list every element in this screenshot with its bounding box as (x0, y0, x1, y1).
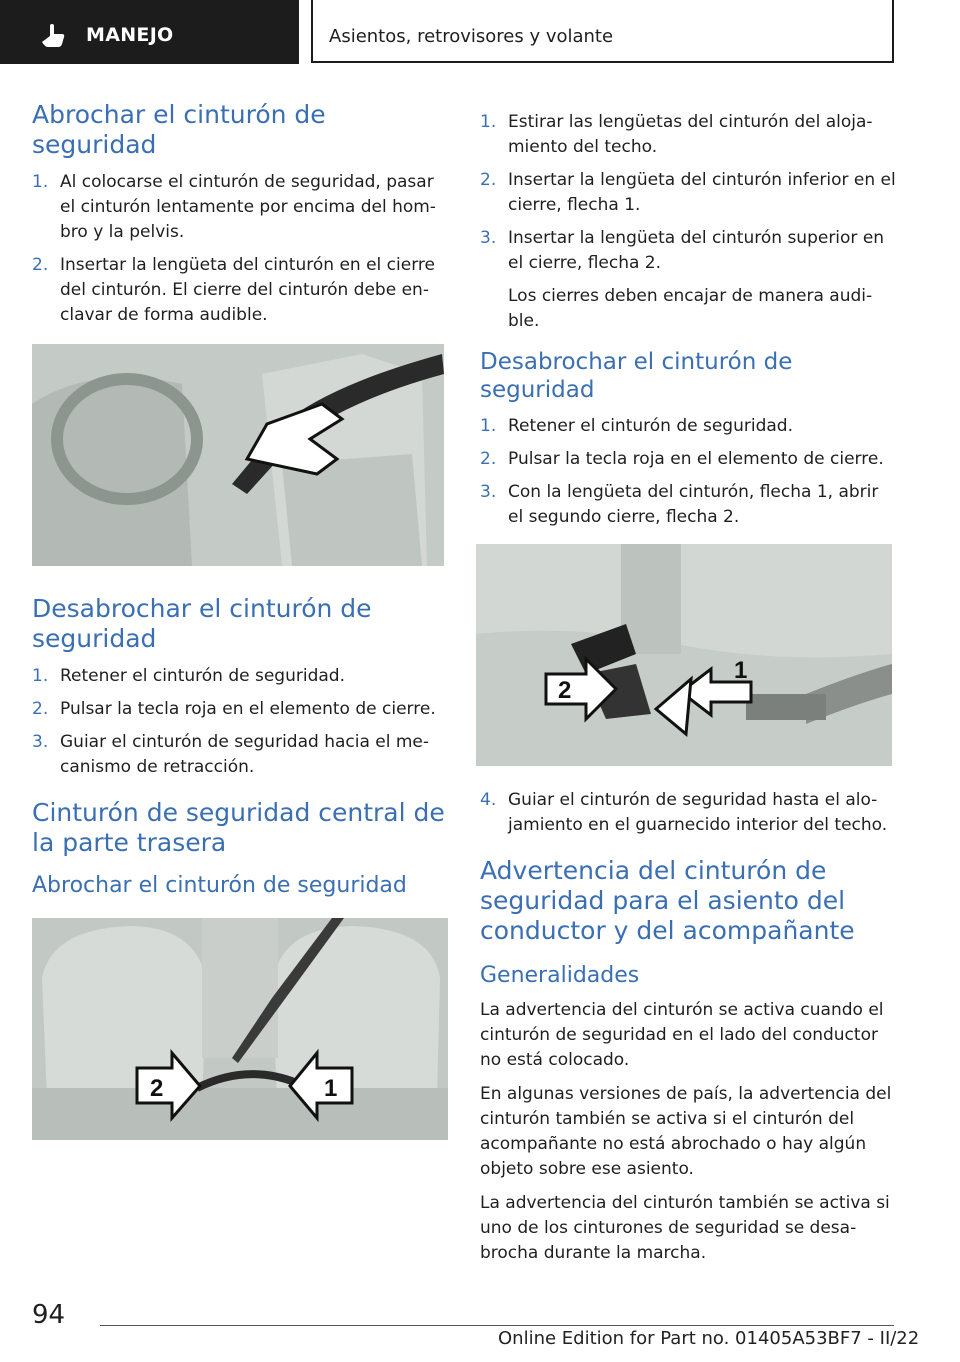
rear-guide-steps (480, 788, 896, 838)
footer-divider (100, 1325, 894, 1326)
chapter-box (311, 0, 894, 63)
rear-unfasten-steps (480, 414, 896, 530)
left-column (32, 100, 448, 1140)
list-item: 1. Retener el cinturón de seguridad. (32, 666, 345, 686)
page-number: 94 (32, 1300, 66, 1330)
steering-hand-icon (38, 22, 66, 48)
heading-belt-warning: Advertencia del cinturón de seguridad para el asiento del conductor y del acompañante (480, 856, 855, 945)
list-item: 3. Guiar el cinturón de seguridad hacia el me-canismo de retracción. (32, 732, 430, 777)
arrow-label-2: 2 (558, 677, 572, 704)
arrow-label-2: 2 (150, 1075, 164, 1102)
fasten-steps (32, 170, 448, 328)
unfasten-steps (32, 664, 448, 780)
buckle-release-figure (476, 544, 892, 766)
subheading-fasten-belt: Abrochar el cinturón de seguridad (32, 873, 407, 898)
page-header (0, 0, 960, 66)
paragraph: La advertencia del cinturón se activa cuando el cinturón de seguridad en el lado del conductor no está colocado. (480, 1000, 884, 1070)
section-tab (0, 0, 299, 64)
heading-rear-center-belt: Cinturón de seguridad central de la parte trasera (32, 798, 445, 857)
paragraph: En algunas versiones de país, la advertencia del cinturón también se activa si el cinturón del acompañante no está abrochado o hay algún objeto sobre ese asiento. (480, 1084, 892, 1179)
list-item: 2. Insertar la lengüeta del cinturón en el cierre del cinturón. El cierre del cinturón debe en-clavar de forma audible. (32, 255, 435, 325)
heading-fasten-belt: Abrochar el cinturón de seguridad (32, 100, 326, 159)
seatbelt-front-figure (32, 344, 444, 566)
list-item: 2. Pulsar la tecla roja en el elemento de cierre. (480, 449, 884, 469)
list-item: 1. Retener el cinturón de seguridad. (480, 416, 793, 436)
list-item: 3. Insertar la lengüeta del cinturón superior en el cierre, flecha 2. Los cierres deben encajar de manera audi-ble. (480, 228, 885, 331)
list-item: 2. Insertar la lengüeta del cinturón inferior en el cierre, flecha 1. (480, 170, 896, 215)
heading-unfasten-belt: Desabrochar el cinturón de seguridad (32, 594, 372, 653)
arrow-label-1: 1 (324, 1075, 338, 1102)
arrow-label-1: 1 (734, 657, 748, 684)
list-item: 1. Al colocarse el cinturón de seguridad, pasar el cinturón lentamente por encima del hom-bro y la pelvis. (32, 172, 436, 242)
right-column (480, 110, 896, 1275)
subheading-general: Generalidades (480, 963, 640, 988)
heading-rear-unfasten-belt: Desabrochar el cinturón de seguridad (480, 349, 793, 403)
list-item: 3. Con la lengüeta del cinturón, flecha 1, abrir el segundo cierre, flecha 2. (480, 482, 879, 527)
list-item: 4. Guiar el cinturón de seguridad hasta el alo-jamiento en el guarnecido interior del techo. (480, 790, 888, 835)
section-label: MANEJO (86, 24, 174, 46)
paragraph: La advertencia del cinturón también se activa si uno de los cinturones de seguridad se desa-brocha durante la marcha. (480, 1193, 890, 1263)
list-item: 2. Pulsar la tecla roja en el elemento de cierre. (32, 699, 436, 719)
rear-center-belt-figure (32, 918, 448, 1140)
page-footer (0, 1300, 960, 1362)
list-item: 1. Estirar las lengüetas del cinturón del aloja-miento del techo. (480, 112, 873, 157)
chapter-title: Asientos, retrovisores y volante (329, 26, 614, 47)
edition-note: Online Edition for Part no. 01405A53BF7 - II/22 (498, 1328, 920, 1349)
rear-fasten-steps (480, 110, 896, 334)
